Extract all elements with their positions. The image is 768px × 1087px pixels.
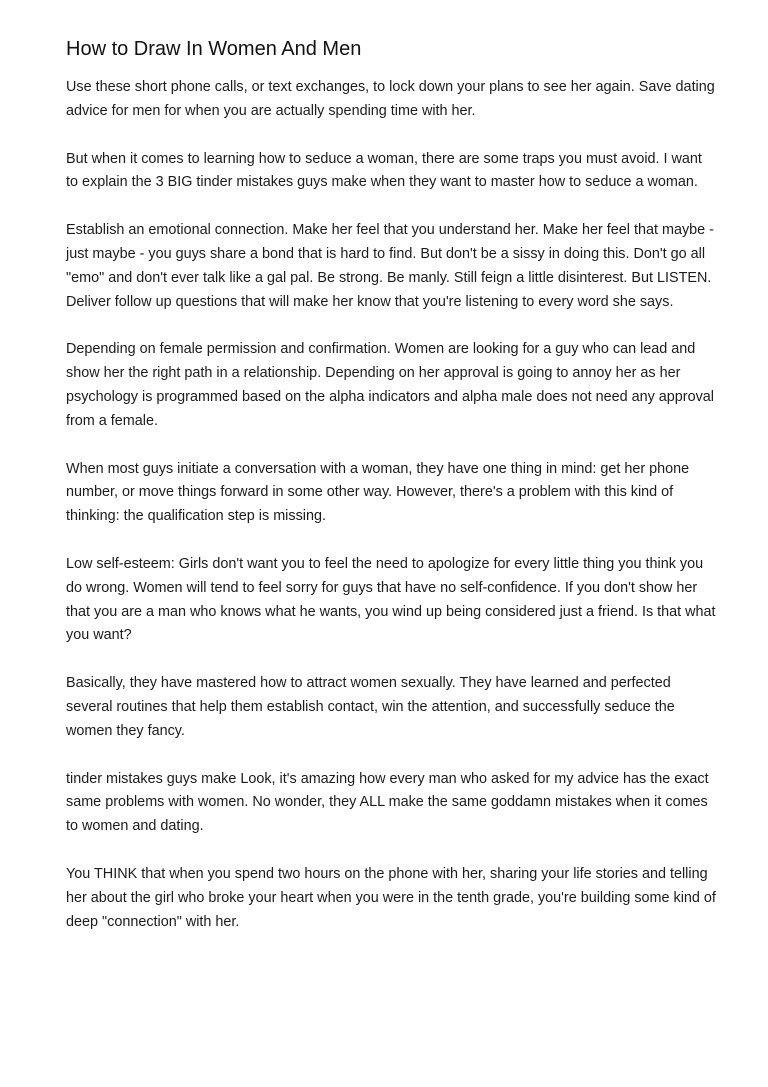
paragraph-4: Depending on female permission and confirmation. Women are looking for a guy who can lead and show her the right path in a relationship. Depending on her approval is going to annoy her as her psychology is programmed based on the alpha indicators and alpha male does not need any approval from a female. — [66, 341, 715, 429]
paragraph-8: tinder mistakes guys make Look, it's amazing how every man who asked for my advice has the exact same problems with women. No wonder, they ALL make the same goddamn mistakes when it comes to women and dating. — [66, 770, 709, 835]
document-title: How to Draw In Women And Men — [66, 38, 362, 60]
document-page — [66, 36, 716, 958]
paragraph-5: When most guys initiate a conversation with a woman, they have one thing in mind: get her phone number, or move things forward in some other way. However, there's a problem with this kind of thinking: the qualification step is missing. — [66, 460, 690, 525]
paragraph-9: You THINK that when you spend two hours on the phone with her, sharing your life stories and telling her about the girl who broke your heart when you were in the tenth grade, you're building some kind of deep "connection" with her. — [66, 865, 716, 930]
paragraph-2: But when it comes to learning how to seduce a woman, there are some traps you must avoid. I want to explain the 3 BIG tinder mistakes guys make when they want to master how to seduce a woman. — [66, 150, 702, 191]
paragraph-7: Basically, they have mastered how to attract women sexually. They have learned and perfected several routines that help them establish contact, win the attention, and successfully seduce the women they fancy. — [66, 675, 675, 739]
paragraph-6: Low self-esteem: Girls don't want you to feel the need to apologize for every little thing you think you do wrong. Women will tend to feel sorry for guys that have no self-confidence. If you don't show her that you are a man who knows what he wants, you wind up being considered just a friend. Is that what you want? — [66, 555, 716, 644]
paragraph-3: Establish an emotional connection. Make her feel that you understand her. Make her feel that maybe - just maybe - you guys share a bond that is hard to find. But don't be a sissy in doing this. Don't go all "emo" and don't ever talk like a gal pal. Be strong. Be manly. Still feign a little disinterest. But LISTEN. Deliver follow up questions that will make her know that you're listening to every word she says. — [66, 222, 714, 310]
paragraph-1: Use these short phone calls, or text exchanges, to lock down your plans to see her again. Save dating advice for men for when you are actually spending time with her. — [66, 79, 715, 119]
